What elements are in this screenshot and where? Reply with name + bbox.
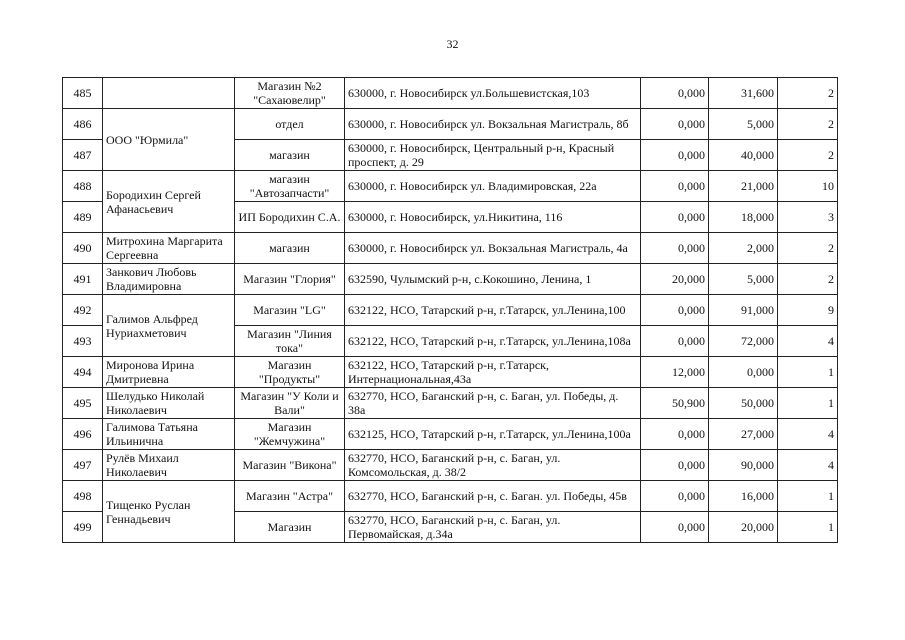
facility-address: 630000, г. Новосибирск, Центральный р-н, Красный проспект, д. 29 <box>345 140 641 171</box>
value-3: 1 <box>778 388 838 419</box>
row-number: 495 <box>63 388 103 419</box>
value-2: 2,000 <box>709 233 778 264</box>
value-2: 91,000 <box>709 295 778 326</box>
value-3: 3 <box>778 202 838 233</box>
page-number: 32 <box>446 37 459 51</box>
value-2: 21,000 <box>709 171 778 202</box>
value-1: 0,000 <box>641 78 709 109</box>
value-2: 50,000 <box>709 388 778 419</box>
facility-type: Магазин "Жемчужина" <box>235 419 345 450</box>
value-2: 16,000 <box>709 481 778 512</box>
facility-address: 632770, НСО, Баганский р-н, с. Баган. ул. Победы, 45в <box>345 481 641 512</box>
facility-address: 632125, НСО, Татарский р-н, г.Татарск, ул.Ленина,100а <box>345 419 641 450</box>
facility-address: 632770, НСО, Баганский р-н, с. Баган, ул. Комсомольская, д. 38/2 <box>345 450 641 481</box>
row-number: 493 <box>63 326 103 357</box>
row-number: 491 <box>63 264 103 295</box>
value-2: 31,600 <box>709 78 778 109</box>
row-number: 485 <box>63 78 103 109</box>
facility-type: Магазин "Викона" <box>235 450 345 481</box>
value-3: 4 <box>778 326 838 357</box>
value-3: 1 <box>778 512 838 543</box>
facility-type: Магазин <box>235 512 345 543</box>
value-1: 0,000 <box>641 326 709 357</box>
table-row <box>63 78 838 109</box>
facility-type: отдел <box>235 109 345 140</box>
owner-name: Рулёв Михаил Николаевич <box>103 450 235 481</box>
value-3: 4 <box>778 450 838 481</box>
value-2: 0,000 <box>709 357 778 388</box>
table-row <box>63 388 838 419</box>
value-2: 27,000 <box>709 419 778 450</box>
table-row <box>63 419 838 450</box>
facility-address: 630000, г. Новосибирск ул. Владимировская, 22а <box>345 171 641 202</box>
value-1: 50,900 <box>641 388 709 419</box>
row-number: 489 <box>63 202 103 233</box>
facility-type: Магазин "У Коли и Вали" <box>235 388 345 419</box>
row-number: 497 <box>63 450 103 481</box>
row-number: 488 <box>63 171 103 202</box>
owner-name: Бородихин Сергей Афанасьевич <box>103 171 235 233</box>
table-row <box>63 450 838 481</box>
table-row <box>63 264 838 295</box>
owner-name: Митрохина Маргарита Сергеевна <box>103 233 235 264</box>
registry-table <box>62 77 838 543</box>
facility-type: ИП Бородихин С.А. <box>235 202 345 233</box>
row-number: 499 <box>63 512 103 543</box>
facility-type: Магазин "Астра" <box>235 481 345 512</box>
facility-address: 630000, г. Новосибирск, ул.Никитина, 116 <box>345 202 641 233</box>
value-1: 0,000 <box>641 109 709 140</box>
facility-type: Магазин "LG" <box>235 295 345 326</box>
facility-address: 632590, Чулымский р-н, с.Кокошино, Ленина, 1 <box>345 264 641 295</box>
value-2: 20,000 <box>709 512 778 543</box>
value-3: 1 <box>778 481 838 512</box>
value-1: 12,000 <box>641 357 709 388</box>
value-2: 5,000 <box>709 264 778 295</box>
facility-address: 630000, г. Новосибирск ул. Вокзальная Магистраль, 8б <box>345 109 641 140</box>
value-2: 90,000 <box>709 450 778 481</box>
value-1: 0,000 <box>641 481 709 512</box>
owner-name: Галимов Альфред Нуриахметович <box>103 295 235 357</box>
owner-name: Тищенко Руслан Геннадьевич <box>103 481 235 543</box>
table-row <box>63 481 838 512</box>
facility-address: 632122, НСО, Татарский р-н, г.Татарск, Интернациональная,43а <box>345 357 641 388</box>
facility-type: Магазин "Линия тока" <box>235 326 345 357</box>
value-3: 2 <box>778 140 838 171</box>
owner-name: Шелудько Николай Николаевич <box>103 388 235 419</box>
owner-name: Занкович Любовь Владимировна <box>103 264 235 295</box>
owner-name: Миронова Ирина Дмитриевна <box>103 357 235 388</box>
owner-name: Галимова Татьяна Ильинична <box>103 419 235 450</box>
value-1: 0,000 <box>641 202 709 233</box>
value-3: 2 <box>778 78 838 109</box>
row-number: 490 <box>63 233 103 264</box>
facility-address: 632770, НСО, Баганский р-н, с. Баган, ул. Первомайская, д.34а <box>345 512 641 543</box>
value-3: 2 <box>778 264 838 295</box>
value-2: 5,000 <box>709 109 778 140</box>
table-row <box>63 233 838 264</box>
table-row <box>63 109 838 140</box>
owner-name: ООО "Юрмила" <box>103 109 235 171</box>
value-3: 10 <box>778 171 838 202</box>
row-number: 498 <box>63 481 103 512</box>
value-3: 9 <box>778 295 838 326</box>
value-3: 2 <box>778 233 838 264</box>
table-row <box>63 295 838 326</box>
value-2: 72,000 <box>709 326 778 357</box>
facility-address: 632770, НСО, Баганский р-н, с. Баган, ул. Победы, д. 38а <box>345 388 641 419</box>
facility-type: Магазин №2 "Сахаювелир" <box>235 78 345 109</box>
facility-address: 630000, г. Новосибирск ул. Вокзальная Магистраль, 4а <box>345 233 641 264</box>
facility-address: 632122, НСО, Татарский р-н, г.Татарск, ул.Ленина,108а <box>345 326 641 357</box>
row-number: 486 <box>63 109 103 140</box>
facility-type: магазин "Автозапчасти" <box>235 171 345 202</box>
value-3: 1 <box>778 357 838 388</box>
value-2: 40,000 <box>709 140 778 171</box>
row-number: 496 <box>63 419 103 450</box>
value-1: 0,000 <box>641 450 709 481</box>
row-number: 487 <box>63 140 103 171</box>
row-number: 492 <box>63 295 103 326</box>
value-1: 20,000 <box>641 264 709 295</box>
value-1: 0,000 <box>641 140 709 171</box>
facility-address: 630000, г. Новосибирск ул.Большевистская,103 <box>345 78 641 109</box>
row-number: 494 <box>63 357 103 388</box>
facility-type: Магазин "Глория" <box>235 264 345 295</box>
value-1: 0,000 <box>641 295 709 326</box>
value-1: 0,000 <box>641 233 709 264</box>
table-row <box>63 171 838 202</box>
facility-address: 632122, НСО, Татарский р-н, г.Татарск, ул.Ленина,100 <box>345 295 641 326</box>
value-1: 0,000 <box>641 512 709 543</box>
value-1: 0,000 <box>641 171 709 202</box>
owner-name <box>103 78 235 109</box>
facility-type: магазин <box>235 233 345 264</box>
facility-type: магазин <box>235 140 345 171</box>
table-row <box>63 357 838 388</box>
value-3: 4 <box>778 419 838 450</box>
value-3: 2 <box>778 109 838 140</box>
value-1: 0,000 <box>641 419 709 450</box>
value-2: 18,000 <box>709 202 778 233</box>
facility-type: Магазин "Продукты" <box>235 357 345 388</box>
